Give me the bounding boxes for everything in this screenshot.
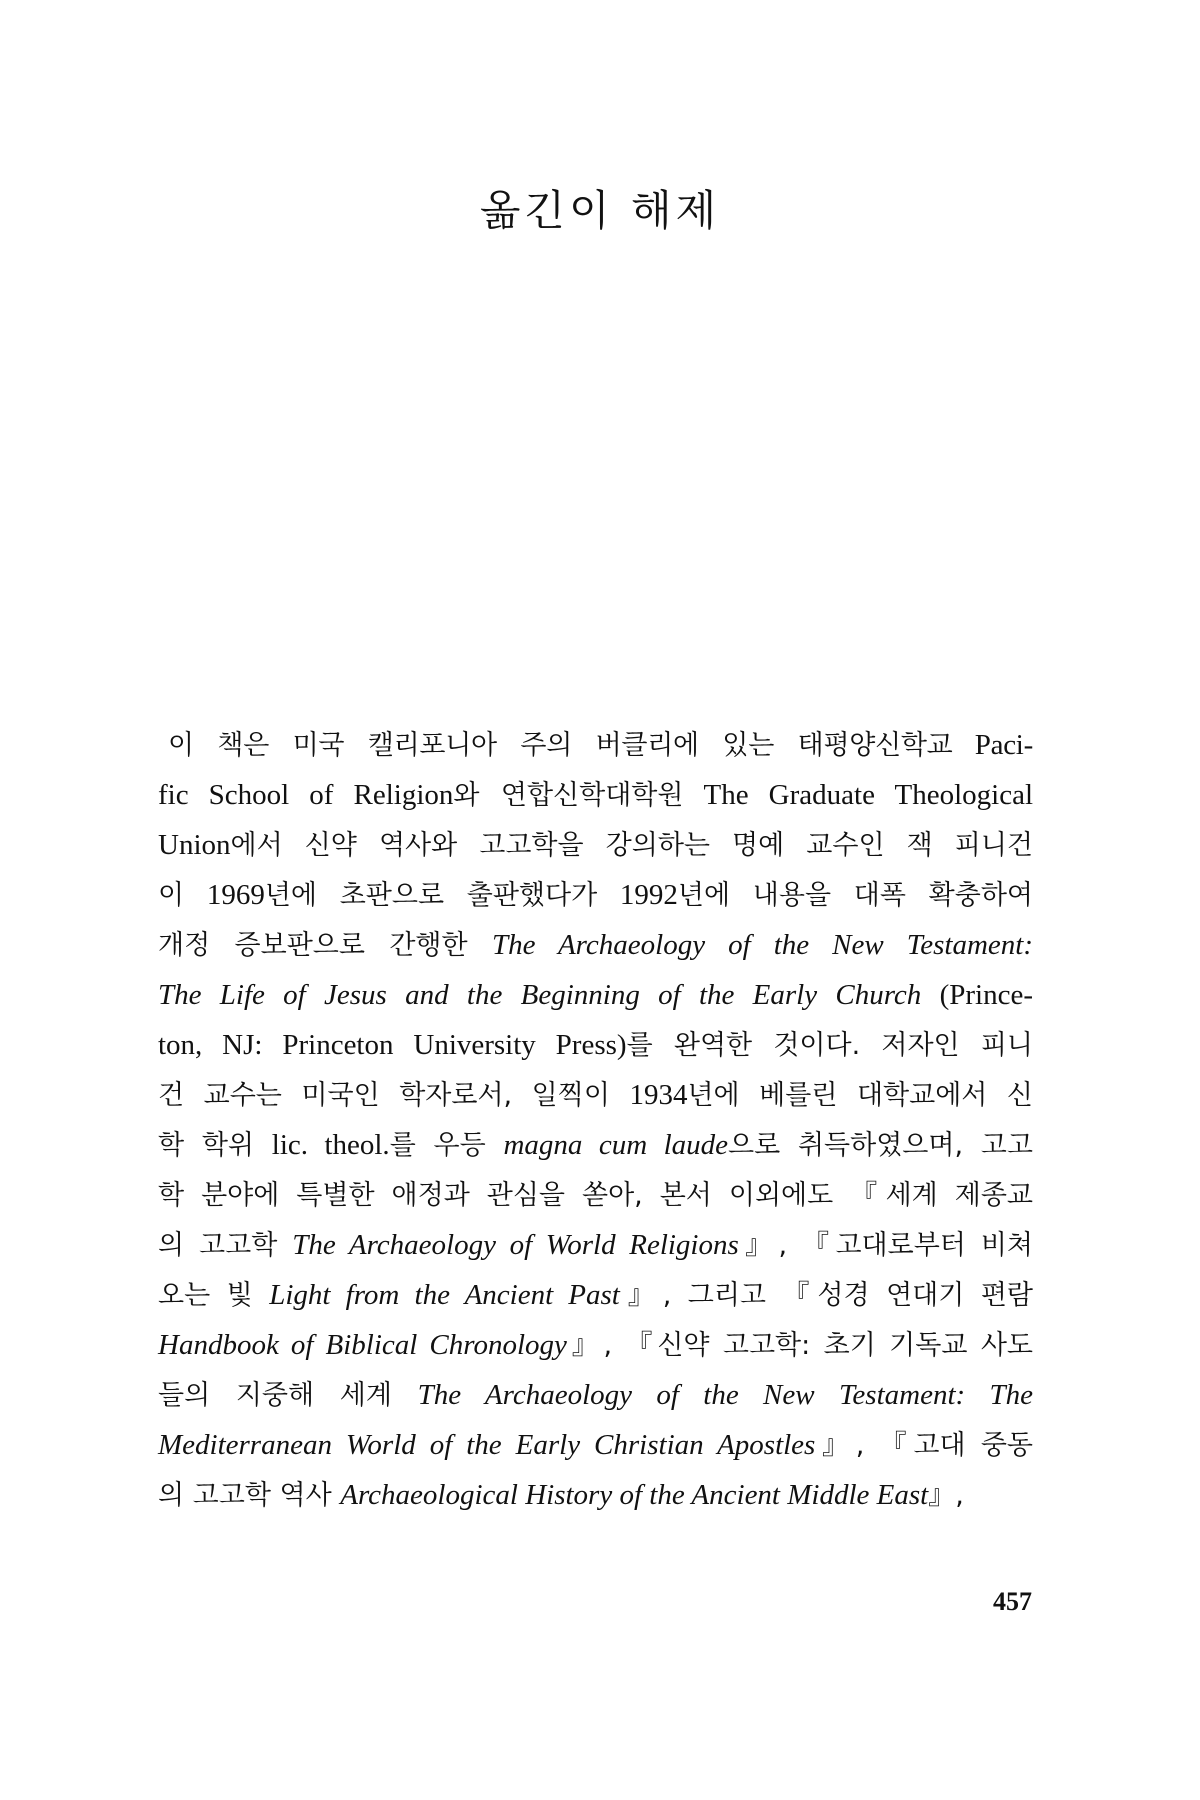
- book-title-text: The Life of Jesus and the Beginning of the Early Church: [158, 979, 922, 1011]
- page-title: 옮긴이 해제: [479, 186, 721, 235]
- text-line: [158, 870, 1033, 920]
- book-title-text: Archaeological History of the Ancient Middle East: [340, 1479, 929, 1511]
- text-line: [158, 820, 1033, 870]
- book-title-text: The Archaeology of the New Testament: The: [417, 1379, 1033, 1411]
- text-span: Paci-: [974, 729, 1033, 761]
- text-span: (Prince-: [921, 979, 1033, 1011]
- text-span: fic School of Religion: [158, 779, 454, 811]
- book-title-text: The Archaeology of World Religions: [292, 1229, 739, 1261]
- text-line: [158, 1270, 1033, 1320]
- text-span: Union: [158, 829, 231, 861]
- text-line: [158, 920, 1033, 970]
- text-span: 의 고고학 역사: [158, 1480, 341, 1511]
- text-span: 년에 초판으로 출판했다가: [264, 880, 620, 911]
- text-span: 』,: [928, 1480, 964, 1511]
- book-title-text: Handbook of Biblical Chronology: [158, 1329, 567, 1361]
- text-line: [158, 1320, 1033, 1370]
- text-span: 들의 지중해 세계: [158, 1380, 418, 1411]
- text-span: 』, 『신약 고고학: 초기 기독교 사도: [566, 1330, 1033, 1361]
- text-line: [158, 1020, 1033, 1070]
- latin-phrase: magna cum laude: [503, 1129, 729, 1161]
- text-line: [158, 1070, 1033, 1120]
- text-line: [158, 970, 1033, 1020]
- text-span: 학 분야에 특별한 애정과 관심을 쏟아, 본서 이외에도 『세계 제종교: [158, 1180, 1033, 1211]
- text-span: 오는 빛: [158, 1280, 270, 1311]
- text-span: 를 우등: [389, 1130, 504, 1161]
- page-number: 457: [993, 1587, 1032, 1616]
- text-span: The Graduate Theological: [703, 779, 1033, 811]
- text-span: 년에 베를린 대학교에서 신: [687, 1080, 1033, 1111]
- text-line: [158, 770, 1033, 820]
- text-span: 이 책은 미국 캘리포니아 주의 버클리에 있는 태평양신학교: [168, 730, 953, 761]
- text-span: 에서 신약 역사와 고고학을 강의하는 명예 교수인 잭 피니건: [230, 830, 1033, 861]
- text-line: [158, 1420, 1033, 1470]
- text-line: [158, 720, 1033, 770]
- text-span: 』, 그리고 『성경 연대기 편람: [619, 1280, 1033, 1311]
- text-span: lic. theol.: [271, 1129, 390, 1161]
- text-span: 년에 내용을 대폭 확충하여: [677, 880, 1033, 911]
- text-span: 1969: [206, 879, 265, 911]
- text-span: 건 교수는 미국인 학자로서, 일찍이: [158, 1080, 630, 1111]
- text-span: 와 연합신학대학원: [453, 780, 684, 811]
- text-span: 으로 취득하였으며, 고고: [728, 1130, 1033, 1161]
- text-line: [158, 1220, 1033, 1270]
- text-span: 1934: [629, 1079, 688, 1111]
- text-span: 를 완역한 것이다. 저자인 피니: [626, 1030, 1033, 1061]
- text-span: 1992: [619, 879, 678, 911]
- text-span: 』, 『고대 중동: [815, 1430, 1033, 1461]
- body-paragraph: [158, 720, 1033, 1520]
- text-span: 학 학위: [158, 1130, 272, 1161]
- text-span: 』, 『고대로부터 비쳐: [738, 1230, 1033, 1261]
- text-span: ton, NJ: Princeton University Press): [158, 1029, 627, 1061]
- book-title-text: Light from the Ancient Past: [269, 1279, 620, 1311]
- text-span: 이: [158, 880, 207, 911]
- book-title-text: The Archaeology of the New Testament:: [491, 929, 1033, 961]
- text-line: [158, 1120, 1033, 1170]
- text-line: [158, 1470, 1033, 1520]
- text-line: [158, 1370, 1033, 1420]
- book-title-text: Mediterranean World of the Early Christian Apostles: [158, 1429, 816, 1461]
- text-line: [158, 1170, 1033, 1220]
- text-span: 개정 증보판으로 간행한: [158, 930, 492, 961]
- text-span: 의 고고학: [158, 1230, 293, 1261]
